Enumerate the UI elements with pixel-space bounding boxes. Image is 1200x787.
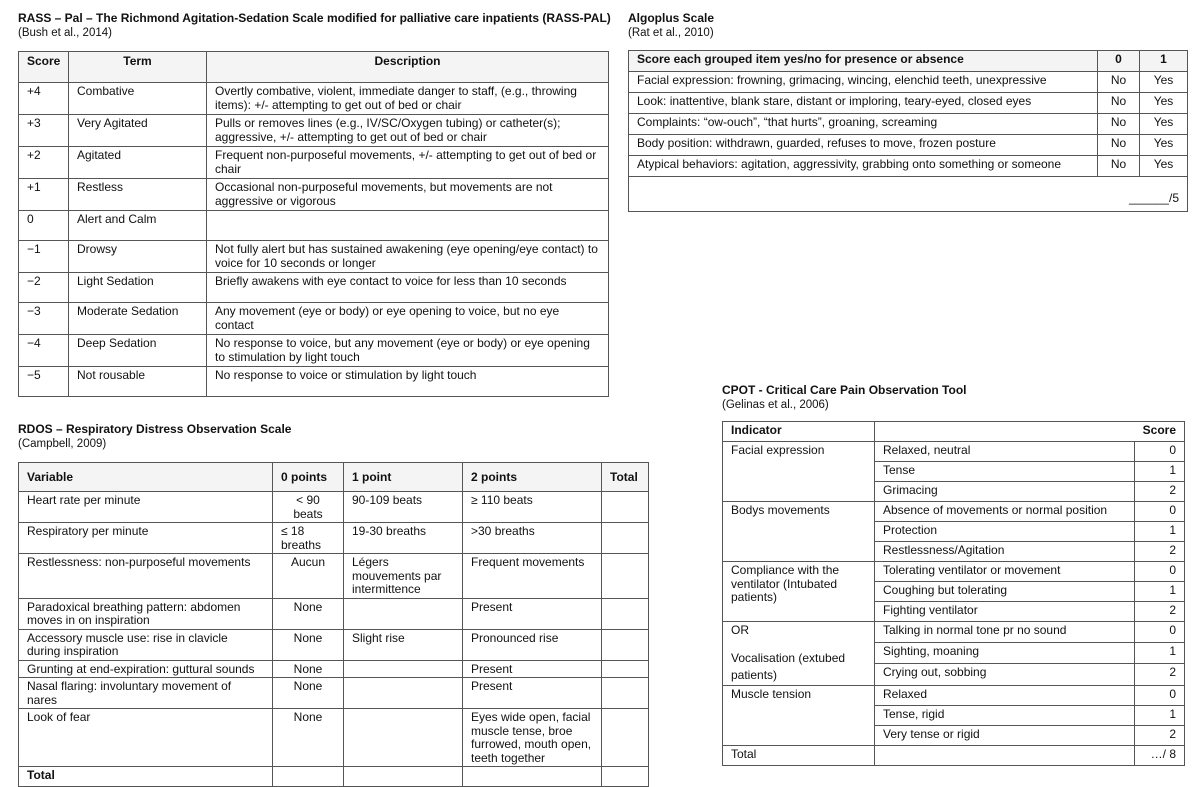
table-row [723,685,1185,705]
item-label: Crying out, sobbing [875,664,1135,685]
points-2-cell: ≥ 110 beats [463,492,602,523]
item-score: 0 [1135,502,1185,522]
column-header-score: Score [875,422,1185,442]
item-label: Relaxed, neutral [875,442,1135,462]
table-header-row [19,52,609,83]
row-total-cell[interactable] [602,660,649,678]
term-cell: Combative [69,83,207,115]
column-header-term: Term [69,52,207,83]
column-header-score: Score [19,52,69,83]
column-header-description: Description [207,52,609,83]
table-row [19,273,609,303]
item-label: Coughing but tolerating [875,582,1135,602]
row-total-cell[interactable] [602,709,649,767]
table-row [19,303,609,335]
table-row [19,660,649,678]
item-label: Restlessness/Agitation [875,542,1135,562]
table-row [629,72,1188,93]
table-row [19,335,609,367]
item-cell: Look: inattentive, blank stare, distant or imploring, teary-eyed, closed eyes [629,93,1098,114]
points-2-cell: >30 breaths [463,523,602,554]
column-header-0-points: 0 points [273,463,344,492]
row-total-cell[interactable] [602,492,649,523]
column-header-2-points: 2 points [463,463,602,492]
total-row [629,177,1188,212]
term-cell: Agitated [69,147,207,179]
table-header-row [629,51,1188,72]
item-score: 2 [1135,482,1185,502]
description-cell: Not fully alert but has sustained awakening (eye opening/eye contact) to voice for 10 seconds or longer [207,241,609,273]
item-score: 0 [1135,442,1185,462]
total-cell-sum[interactable] [602,767,649,787]
total-blank[interactable]: ______/5 [629,177,1188,212]
score-cell: −4 [19,335,69,367]
column-header-variable: Variable [19,463,273,492]
score-cell: +2 [19,147,69,179]
variable-cell: Paradoxical breathing pattern: abdomen moves in on inspiration [19,598,273,629]
points-2-cell: Present [463,598,602,629]
points-0-cell: None [273,629,344,660]
table-row [19,367,609,397]
table-row [19,492,649,523]
term-cell: Deep Sedation [69,335,207,367]
item-label: Tense, rigid [875,705,1135,725]
score-cell: −2 [19,273,69,303]
table-row [723,562,1185,582]
table-row [19,241,609,273]
rass-table [18,51,609,397]
indicator-cell: Bodys movements [723,502,875,562]
score-cell: +4 [19,83,69,115]
table-row [723,622,1185,643]
table-row [19,523,649,554]
total-cell-1[interactable] [344,767,463,787]
item-score: 1 [1135,705,1185,725]
item-score: 0 [1135,685,1185,705]
table-row [19,211,609,241]
item-score: 1 [1135,643,1185,664]
points-0-cell: None [273,660,344,678]
points-1-cell: 19-30 breaths [344,523,463,554]
score-cell: +1 [19,179,69,211]
points-2-cell: Present [463,678,602,709]
table-row [19,115,609,147]
rass-title: RASS – Pal – The Richmond Agitation-Sedation Scale modified for palliative care inpatients (RASS-PAL) [18,11,611,25]
total-cell-0[interactable] [273,767,344,787]
cpot-heading [722,383,967,413]
table-row [723,502,1185,522]
score-cell: +3 [19,115,69,147]
item-label: Relaxed [875,685,1135,705]
yes-cell: Yes [1140,93,1188,114]
points-1-cell [344,660,463,678]
term-cell: Drowsy [69,241,207,273]
variable-cell: Look of fear [19,709,273,767]
yes-cell: Yes [1140,156,1188,177]
description-cell [207,211,609,241]
score-cell: −5 [19,367,69,397]
item-label: Tense [875,462,1135,482]
item-label: Talking in normal tone pr no sound [875,622,1135,643]
variable-cell: Restlessness: non-purposeful movements [19,554,273,599]
cpot-title: CPOT - Critical Care Pain Observation Tool [722,383,967,397]
points-2-cell: Present [463,660,602,678]
item-cell: Complaints: “ow-ouch”, “that hurts”, groaning, screaming [629,114,1098,135]
row-total-cell[interactable] [602,678,649,709]
item-label: Fighting ventilator [875,602,1135,622]
points-1-cell [344,709,463,767]
item-score: 1 [1135,582,1185,602]
column-header-1-point: 1 point [344,463,463,492]
column-header-item: Score each grouped item yes/no for presence or absence [629,51,1098,72]
yes-cell: Yes [1140,135,1188,156]
total-label: Total [723,745,875,765]
rdos-table [18,462,649,787]
item-label: Very tense or rigid [875,725,1135,745]
indicator-or: OR [731,623,749,637]
score-cell: −1 [19,241,69,273]
algoplus-heading [628,11,714,41]
row-total-cell[interactable] [602,523,649,554]
item-label: Protection [875,522,1135,542]
points-1-cell: 90-109 beats [344,492,463,523]
table-row [19,147,609,179]
item-score: 1 [1135,462,1185,482]
points-0-cell: < 90 beats [273,492,344,523]
indicator-cell: Muscle tension [723,685,875,745]
item-score: 2 [1135,602,1185,622]
description-cell: No response to voice, but any movement (eye or body) or eye opening to stimulation by light touch [207,335,609,367]
algoplus-table [628,50,1188,212]
item-label: Grimacing [875,482,1135,502]
table-row [19,554,649,599]
variable-cell: Nasal flaring: involuntary movement of nares [19,678,273,709]
description-cell: No response to voice or stimulation by light touch [207,367,609,397]
indicator-cell: Compliance with the ventilator (Intubated patients) [723,562,875,622]
row-total-cell[interactable] [602,629,649,660]
table-row [19,678,649,709]
item-label: Sighting, moaning [875,643,1135,664]
score-cell: 0 [19,211,69,241]
points-0-cell: None [273,678,344,709]
item-score: 0 [1135,622,1185,643]
no-cell: No [1098,156,1140,177]
row-total-cell[interactable] [602,554,649,599]
rdos-citation: (Campbell, 2009) [18,438,107,450]
total-row [723,745,1185,765]
no-cell: No [1098,72,1140,93]
item-cell: Facial expression: frowning, grimacing, wincing, elenchid teeth, unexpressive [629,72,1098,93]
variable-cell: Respiratory per minute [19,523,273,554]
points-1-cell: Légers mouvements par intermittence [344,554,463,599]
total-label: Total [19,767,273,787]
table-row [19,179,609,211]
no-cell: No [1098,93,1140,114]
item-score: 0 [1135,562,1185,582]
table-row [629,135,1188,156]
points-1-cell [344,598,463,629]
total-blank [875,745,1135,765]
table-row [629,93,1188,114]
term-cell: Restless [69,179,207,211]
points-0-cell: Aucun [273,554,344,599]
item-cell: Body position: withdrawn, guarded, refuses to move, frozen posture [629,135,1098,156]
item-score: 2 [1135,725,1185,745]
points-2-cell: Eyes wide open, facial muscle tense, broe furrowed, mouth open, teeth together [463,709,602,767]
yes-cell: Yes [1140,114,1188,135]
score-cell: −3 [19,303,69,335]
column-header-1: 1 [1140,51,1188,72]
description-cell: Overtly combative, violent, immediate danger to staff, (e.g., throwing items): +/- attempting to get out of bed or chair [207,83,609,115]
table-row [723,442,1185,462]
points-0-cell: None [273,709,344,767]
rass-citation: (Bush et al., 2014) [18,27,112,39]
indicator-vocalisation: Vocalisation (extubed patients) [731,650,846,682]
item-score: 2 [1135,542,1185,562]
term-cell: Very Agitated [69,115,207,147]
cpot-citation: (Gelinas et al., 2006) [722,399,829,411]
item-score: 2 [1135,664,1185,685]
indicator-cell [723,622,875,686]
description-cell: Any movement (eye or body) or eye opening to voice, but no eye contact [207,303,609,335]
term-cell: Not rousable [69,367,207,397]
description-cell: Occasional non-purposeful movements, but movements are not aggressive or vigorous [207,179,609,211]
total-cell-2[interactable] [463,767,602,787]
rdos-title: RDOS – Respiratory Distress Observation Scale [18,422,292,436]
table-header-row [723,422,1185,442]
points-2-cell: Pronounced rise [463,629,602,660]
no-cell: No [1098,114,1140,135]
column-header-total: Total [602,463,649,492]
column-header-0: 0 [1098,51,1140,72]
points-0-cell: ≤ 18 breaths [273,523,344,554]
rdos-heading [18,422,291,452]
item-label: Tolerating ventilator or movement [875,562,1135,582]
total-value[interactable]: …/ 8 [1135,745,1185,765]
indicator-cell: Facial expression [723,442,875,502]
total-row [19,767,649,787]
column-header-indicator: Indicator [723,422,875,442]
points-1-cell: Slight rise [344,629,463,660]
item-label: Absence of movements or normal position [875,502,1135,522]
variable-cell: Heart rate per minute [19,492,273,523]
term-cell: Moderate Sedation [69,303,207,335]
table-row [19,709,649,767]
term-cell: Light Sedation [69,273,207,303]
description-cell: Briefly awakens with eye contact to voice for less than 10 seconds [207,273,609,303]
points-0-cell: None [273,598,344,629]
table-header-row [19,463,649,492]
table-row [19,83,609,115]
points-2-cell: Frequent movements [463,554,602,599]
item-cell: Atypical behaviors: agitation, aggressivity, grabbing onto something or someone [629,156,1098,177]
variable-cell: Accessory muscle use: rise in clavicle during inspiration [19,629,273,660]
points-1-cell [344,678,463,709]
rass-heading [18,11,611,41]
row-total-cell[interactable] [602,598,649,629]
cpot-table [722,421,1185,766]
table-row [19,629,649,660]
table-row [19,598,649,629]
algoplus-title: Algoplus Scale [628,11,715,25]
table-row [629,114,1188,135]
algoplus-citation: (Rat et al., 2010) [628,27,714,39]
description-cell: Frequent non-purposeful movements, +/- attempting to get out of bed or chair [207,147,609,179]
description-cell: Pulls or removes lines (e.g., IV/SC/Oxygen tubing) or catheter(s); aggressive, +/- attempting to get out of bed or chair [207,115,609,147]
item-score: 1 [1135,522,1185,542]
table-row [629,156,1188,177]
variable-cell: Grunting at end-expiration: guttural sounds [19,660,273,678]
no-cell: No [1098,135,1140,156]
yes-cell: Yes [1140,72,1188,93]
term-cell: Alert and Calm [69,211,207,241]
